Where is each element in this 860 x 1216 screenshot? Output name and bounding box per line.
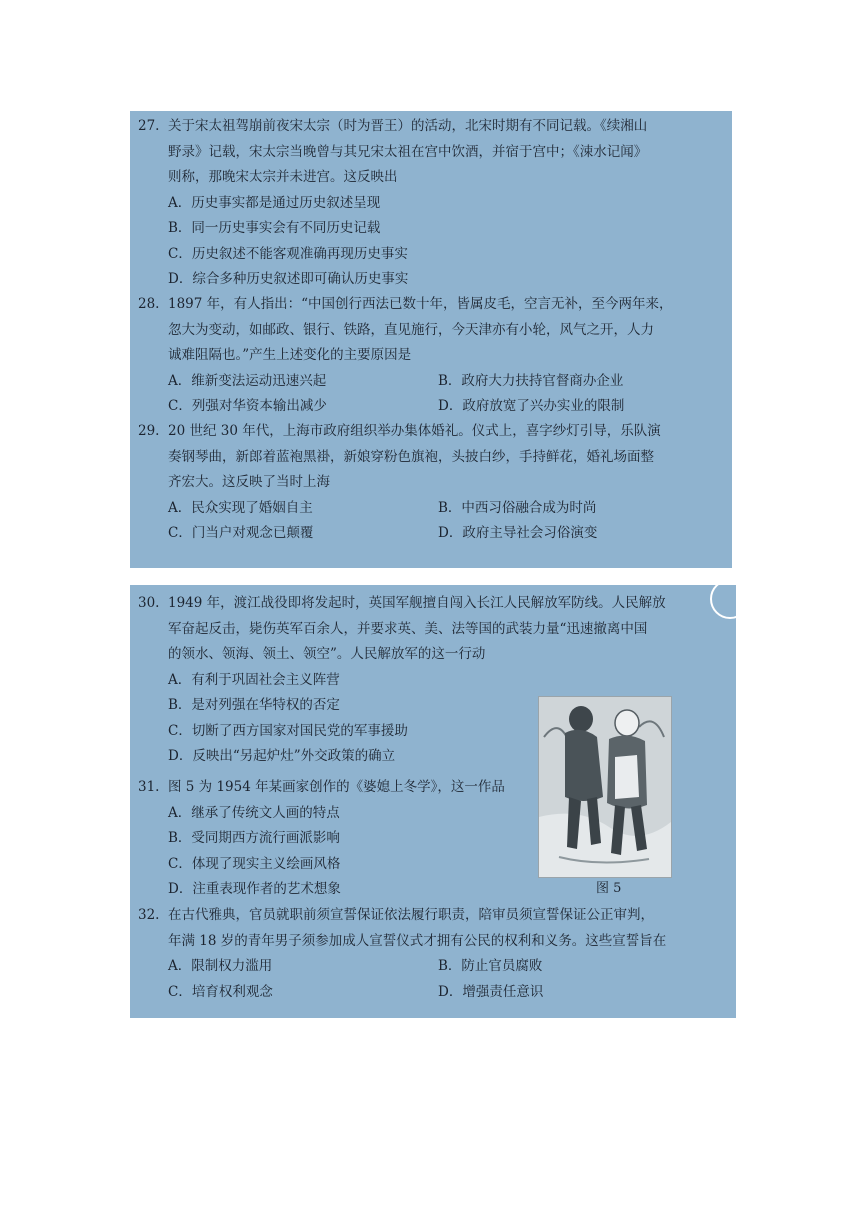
question-number: 27. bbox=[138, 118, 160, 134]
figure-caption: 图 5 bbox=[596, 881, 622, 896]
question-number: 29. bbox=[138, 423, 160, 439]
option-b: B．防止官员腐败 bbox=[438, 958, 543, 974]
option-c: C．体现了现实主义绘画风格 bbox=[168, 855, 341, 872]
question-29 bbox=[138, 419, 661, 547]
page-corner-mark bbox=[710, 579, 750, 619]
option-b: B．中西习俗融合成为时尚 bbox=[438, 499, 597, 516]
option-c: C．门当户对观念已颠覆 bbox=[168, 525, 314, 541]
question-31 bbox=[138, 775, 505, 903]
figure-5-image bbox=[538, 696, 672, 878]
option-b: B．受同期西方流行画派影响 bbox=[168, 830, 340, 846]
question-number: 32. bbox=[138, 907, 160, 923]
option-a: A．继承了传统文人画的特点 bbox=[168, 804, 340, 821]
stem-line: 的领水、领海、领土、领空”。人民解放军的这一行动 bbox=[168, 646, 486, 662]
option-row bbox=[138, 980, 666, 1006]
option-row bbox=[138, 369, 673, 395]
stem-line: 诚难阻隔也。”产生上述变化的主要原因是 bbox=[168, 347, 412, 363]
option-b: B．政府大力扶持官督商办企业 bbox=[438, 372, 624, 389]
option-row bbox=[138, 954, 666, 980]
option-a: A．限制权力滥用 bbox=[168, 958, 273, 974]
question-panel-1 bbox=[130, 111, 732, 568]
stem-line: 20 世纪 30 年代，上海市政府组织举办集体婚礼。仪式上，喜字纱灯引导，乐队演 bbox=[168, 423, 661, 439]
option-row bbox=[138, 521, 661, 547]
question-number: 28. bbox=[138, 296, 160, 312]
stem-line: 年满 18 岁的青年男子须参加成人宣誓仪式才拥有公民的权利和义务。这些宣誓旨在 bbox=[168, 932, 667, 949]
question-27 bbox=[138, 114, 647, 293]
option-d: D．政府主导社会习俗演变 bbox=[438, 525, 598, 541]
option-c: C．培育权利观念 bbox=[168, 983, 273, 1000]
question-number: 30. bbox=[138, 595, 160, 611]
option-d: D．综合多种历史叙述即可确认历史事实 bbox=[168, 271, 409, 287]
option-b: B．是对列强在华特权的否定 bbox=[168, 697, 340, 713]
option-a: A．民众实现了婚姻自主 bbox=[168, 499, 313, 516]
option-d: D．增强责任意识 bbox=[438, 983, 544, 1000]
question-32 bbox=[138, 903, 666, 1005]
option-d: D．注重表现作者的艺术想象 bbox=[168, 881, 341, 897]
question-27-stem bbox=[138, 114, 647, 140]
option-c: C．切断了西方国家对国民党的军事援助 bbox=[168, 722, 408, 739]
option-row bbox=[138, 394, 673, 420]
option-a: A．历史事实都是通过历史叙述呈现 bbox=[168, 194, 381, 211]
question-32-stem bbox=[138, 903, 666, 929]
question-panel-2 bbox=[130, 585, 736, 1018]
question-number: 31. bbox=[138, 779, 160, 795]
stem-line: 在古代雅典，官员就职前须宣誓保证依法履行职责，陪审员须宣誓保证公正审判， bbox=[168, 907, 654, 923]
painting-illustration bbox=[539, 697, 671, 877]
stem-line: 野录》记载，宋太宗当晚曾与其兄宋太祖在宫中饮酒，并宿于宫中；《涑水记闻》 bbox=[168, 143, 648, 160]
stem-line: 1949 年，渡江战役即将发起时，英国军舰擅自闯入长江人民解放军防线。人民解放 bbox=[168, 595, 666, 611]
stem-line: 则称，那晚宋太宗并未进宫。这反映出 bbox=[168, 169, 398, 185]
option-b: B．同一历史事实会有不同历史记载 bbox=[168, 220, 381, 236]
option-a: A．维新变法运动迅速兴起 bbox=[168, 372, 327, 389]
question-31-stem bbox=[138, 775, 505, 801]
option-c: C．历史叙述不能客观准确再现历史事实 bbox=[168, 245, 408, 262]
stem-line: 奏钢琴曲，新郎着蓝袍黑褂，新娘穿粉色旗袍，头披白纱，手持鲜花，婚礼场面整 bbox=[168, 448, 654, 465]
option-c: C．列强对华资本输出减少 bbox=[168, 398, 327, 414]
option-a: A．有利于巩固社会主义阵营 bbox=[168, 671, 340, 688]
option-row bbox=[138, 496, 661, 522]
stem-line: 齐宏大。这反映了当时上海 bbox=[168, 474, 330, 490]
stem-line: 图 5 为 1954 年某画家创作的《婆媳上冬学》，这一作品 bbox=[168, 779, 505, 795]
stem-line: 军奋起反击，毙伤英军百余人，并要求英、美、法等国的武装力量“迅速撤离中国 bbox=[168, 620, 648, 637]
stem-line: 关于宋太祖驾崩前夜宋太宗（时为晋王）的活动，北宋时期有不同记载。《续湘山 bbox=[168, 118, 648, 134]
question-29-stem bbox=[138, 419, 661, 445]
option-d: D．反映出“另起炉灶”外交政策的确立 bbox=[168, 748, 396, 764]
stem-line: 忽大为变动，如邮政、银行、铁路，直见施行，今天津亦有小轮，风气之开，人力 bbox=[168, 321, 654, 338]
option-d: D．政府放宽了兴办实业的限制 bbox=[438, 398, 625, 414]
stem-line: 1897 年，有人指出：“中国创行西法已数十年，皆属皮毛，空言无补，至今两年来， bbox=[168, 296, 673, 312]
question-28-stem bbox=[138, 292, 673, 318]
question-28 bbox=[138, 292, 673, 420]
question-30-stem bbox=[138, 591, 666, 617]
